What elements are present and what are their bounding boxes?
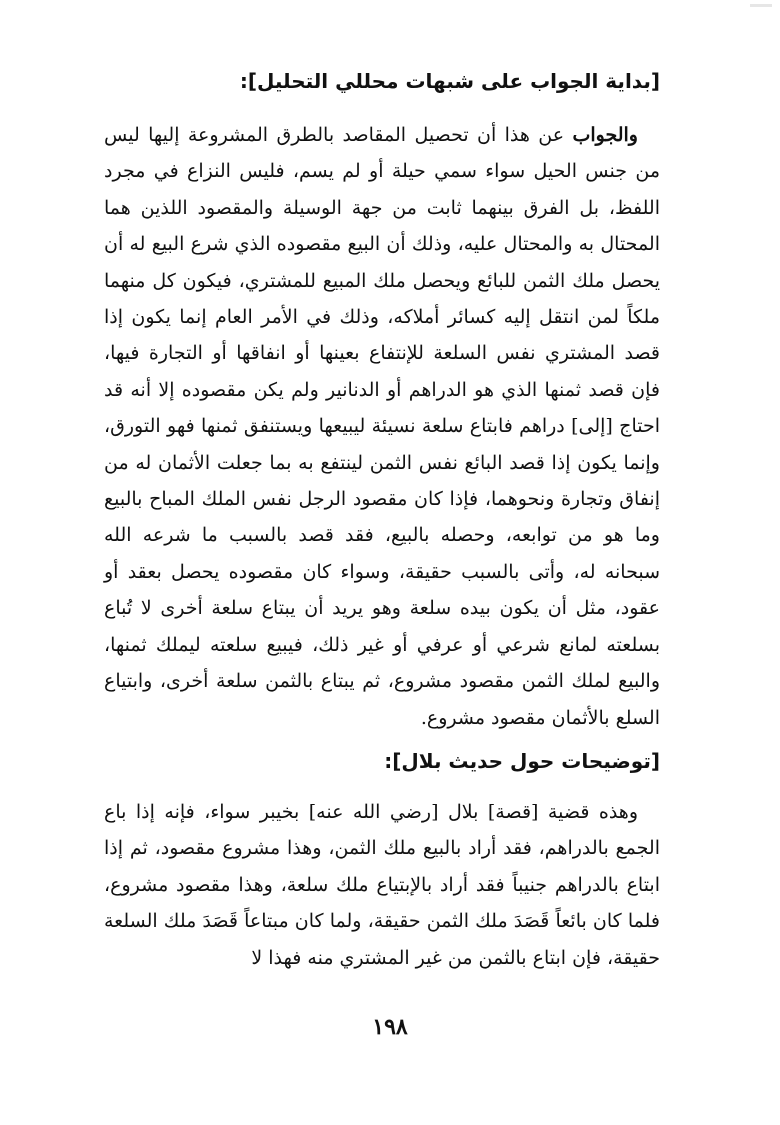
lead-word: والجواب (572, 124, 638, 146)
scan-mark (750, 4, 772, 7)
paragraph-body: عن هذا أن تحصيل المقاصد بالطرق المشروعة إليها ليس من جنس الحيل سواء سمي حيلة أو لم يسم، فليس النزاع في مجرد اللفظ، بل الفرق بينهما ثابت من جهة الوسيلة والمقصود اللذين هما المحتال به والمحتال عليه، وذلك أن البيع مقصوده الذي شرع البيع له أن يحصل ملك الثمن للبائع ويحصل ملك المبيع للمشتري، فيكون كل منهما ملكاً لمن انتقل إليه كسائر أملاكه، وذلك في الأمر العام إنما يكون إذا قصد المشتري نفس السلعة للإنتفاع بعينها أو انفاقها أو التجارة فيها، فإن قصد ثمنها الذي هو الدراهم أو الدنانير ولم يكن مقصوده إلا أنه قد احتاج [إلى] دراهم فابتاع سلعة نسيئة ليبيعها ويستنفق ثمنها فهو التورق، وإنما يكون إذا قصد البائع نفس الثمن لينتفع به بما جعلت الأثمان له من إنفاق وتجارة ونحوهما، فإذا كان مقصود الرجل نفس الملك المباح بالبيع وما هو من توابعه، وحصله بالبيع، فقد قصد بالسبب ما شرعه الله سبحانه له، وأتى بالسبب حقيقة، وسواء كان مقصوده يحصل بعقد أو عقود، مثل أن يكون بيده سلعة وهو يريد أن يبتاع سلعة أخرى لا تُباع بسلعته لمانع شرعي أو عرفي أو غير ذلك، فيبيع سلعته ليملك ثمنها، والبيع لملك الثمن مقصود مشروع، ثم يبتاع بالثمن سلعة أخرى، وابتياع السلع بالأثمان مقصود مشروع. (104, 124, 661, 729)
paragraph-body: وهذه قضية [قصة] بلال [رضي الله عنه] بخيبر سواء، فإنه إذا باع الجمع بالدراهم، فقد أراد بالبيع ملك الثمن، وهذا مشروع مقصود، ثم إذا ابتاع بالدراهم جنيباً فقد أراد بالإبتياع ملك سلعة، وهذا مقصود مشروع، فلما كان بائعاً قَصَدَ ملك الثمن حقيقة، ولما كان مبتاعاً قَصَدَ ملك السلعة حقيقة، فإن ابتاع بالثمن من غير المشتري منه فهذا لا (104, 801, 660, 969)
paragraph-bilal (104, 794, 660, 976)
section-heading-refutation: [بداية الجواب على شبهات محللي التحليل]: (239, 69, 660, 93)
paragraph-refutation (104, 117, 660, 736)
page-number: ١٩٨ (372, 1014, 408, 1040)
section-heading-bilal: [توضيحات حول حديث بلال]: (384, 749, 660, 773)
